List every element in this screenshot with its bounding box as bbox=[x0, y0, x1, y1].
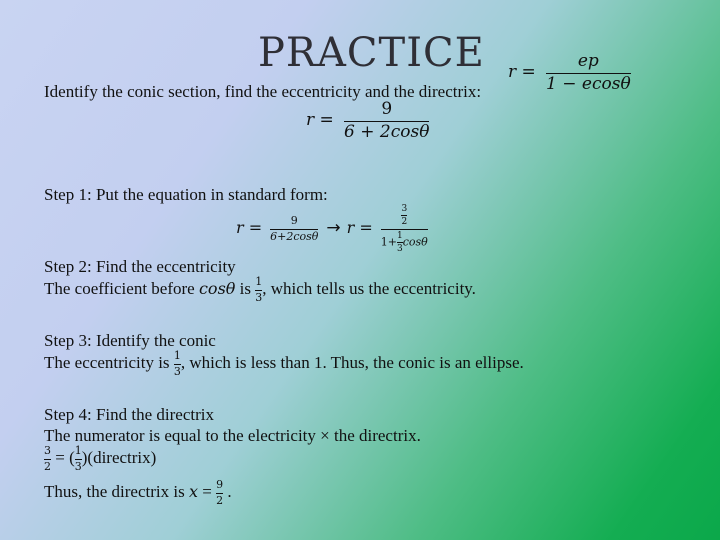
step1-eq2-den-top: 1 bbox=[397, 230, 403, 241]
step4-final-top: 9 bbox=[216, 478, 224, 491]
step2-mid: is bbox=[235, 279, 256, 299]
step3-post: , which is less than 1. Thus, the conic is an ellipse. bbox=[180, 353, 524, 373]
step4-final-post: . bbox=[223, 482, 232, 502]
step2-frac-top: 1 bbox=[255, 275, 263, 288]
standard-form-equation bbox=[508, 52, 631, 94]
step3-frac-top: 1 bbox=[173, 349, 181, 362]
step4-equation bbox=[44, 445, 156, 473]
step4-line1: The numerator is equal to the electricity × the directrix. bbox=[44, 426, 421, 445]
standard-form-denominator: 1 − ecosθ bbox=[546, 73, 631, 94]
step1-eq2-num-bot: 2 bbox=[401, 217, 408, 228]
step4-left-bot: 2 bbox=[44, 459, 51, 473]
step2-heading: Step 2: Find the eccentricity bbox=[44, 257, 236, 276]
step4-mid2: )(directrix) bbox=[81, 448, 157, 468]
step1-eq2-den-post: cosθ bbox=[402, 235, 428, 249]
step2-post: , which tells us the eccentricity. bbox=[262, 279, 476, 299]
step4-final-eq: = bbox=[197, 482, 217, 502]
step1-eq1-lhs: r = bbox=[236, 217, 263, 237]
arrow-icon: → bbox=[326, 217, 341, 238]
step2-var: cosθ bbox=[198, 279, 236, 299]
given-denominator: 6 + 2cosθ bbox=[344, 121, 430, 142]
step1-eq2-num-top: 3 bbox=[401, 204, 408, 214]
step3-text bbox=[44, 350, 524, 378]
step1-eq2-lhs: r = bbox=[346, 217, 373, 237]
step4-heading: Step 4: Find the directrix bbox=[44, 405, 214, 424]
given-equation bbox=[306, 100, 429, 142]
step1-heading: Step 1: Put the equation in standard form: bbox=[44, 185, 328, 204]
step1-eq1-denominator: 6+2cosθ bbox=[270, 229, 319, 243]
step2-frac-bot: 3 bbox=[255, 290, 263, 304]
step4-final-pre: Thus, the directrix is bbox=[44, 482, 189, 502]
step4-mid1: = ( bbox=[51, 448, 75, 468]
step4-left-top: 3 bbox=[44, 444, 51, 457]
step4-final bbox=[44, 479, 232, 507]
given-lhs: r = bbox=[306, 109, 334, 130]
step1-equations bbox=[236, 204, 428, 254]
step4-final-bot: 2 bbox=[216, 493, 224, 507]
step3-heading: Step 3: Identify the conic bbox=[44, 331, 216, 350]
step1-eq2-den-pre: 1+ bbox=[380, 235, 398, 249]
given-numerator: 9 bbox=[381, 99, 393, 119]
step2-text bbox=[44, 276, 476, 304]
step1-eq1-numerator: 9 bbox=[290, 214, 298, 228]
standard-form-lhs: r = bbox=[508, 61, 536, 82]
step1-eq2-den-bot: 3 bbox=[397, 244, 403, 255]
step4-final-var: x bbox=[188, 482, 198, 502]
step4-right-top: 1 bbox=[74, 444, 82, 457]
step4-right-bot: 3 bbox=[74, 459, 82, 473]
step3-pre: The eccentricity is bbox=[44, 353, 174, 373]
intro-text: Identify the conic section, find the eccentricity and the directrix: bbox=[44, 82, 482, 101]
step3-frac-bot: 3 bbox=[173, 364, 181, 378]
step2-pre: The coefficient before bbox=[44, 279, 199, 299]
standard-form-numerator: ep bbox=[577, 51, 599, 71]
page-title: PRACTICE bbox=[258, 30, 485, 76]
